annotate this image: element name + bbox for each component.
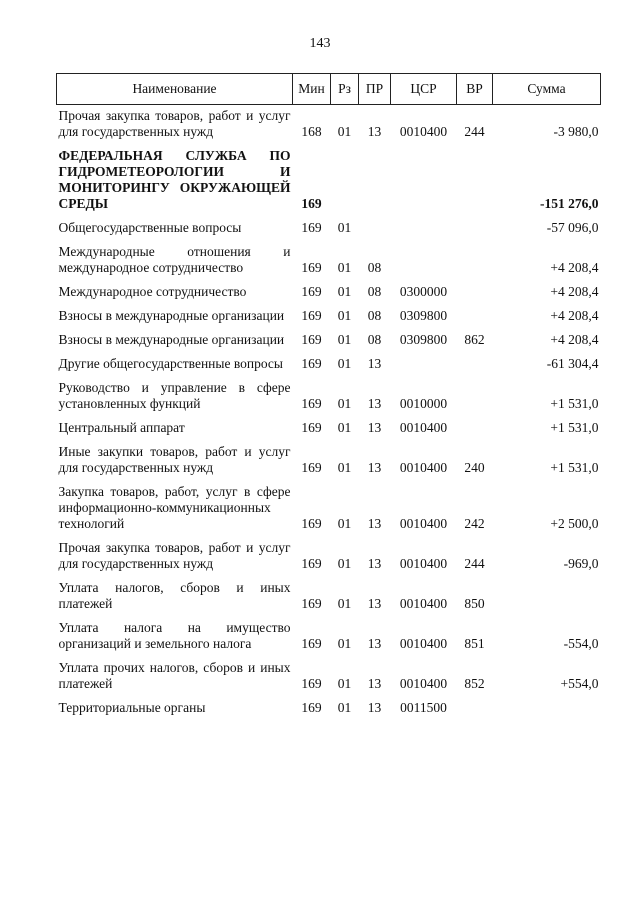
- row-rz: 01: [337, 516, 352, 531]
- row-name: Закупка товаров, работ, услуг в сфере информационно-коммуникационных технологий: [58, 484, 291, 531]
- row-min: 169: [301, 700, 322, 715]
- row-name: Взносы в международные организации: [58, 332, 285, 347]
- row-csr: 0010000: [399, 396, 448, 411]
- row-csr: [391, 145, 457, 217]
- table-row: [57, 537, 601, 577]
- header-rz: Рз: [331, 74, 359, 105]
- header-vr: ВР: [457, 74, 493, 105]
- row-min: 168: [301, 124, 322, 139]
- row-pr: 08: [367, 260, 382, 275]
- table-row: [57, 441, 601, 481]
- row-name: Взносы в международные организации: [58, 308, 285, 323]
- row-pr: 13: [367, 516, 382, 531]
- row-min: 169: [301, 356, 322, 371]
- row-rz: [331, 145, 359, 217]
- table-row: [57, 241, 601, 281]
- table-row: [57, 305, 601, 329]
- row-sum: -61 304,4: [546, 356, 599, 371]
- row-pr: [359, 145, 391, 217]
- table-row: [57, 577, 601, 617]
- row-vr: [457, 145, 493, 217]
- row-pr: 13: [367, 396, 382, 411]
- table-row: [57, 657, 601, 697]
- row-pr: 13: [367, 420, 382, 435]
- table-row: [57, 281, 601, 305]
- row-sum: -151 276,0: [540, 196, 599, 211]
- row-name: Уплата налогов, сборов и иных платежей: [58, 580, 291, 611]
- row-min: 169: [301, 196, 322, 211]
- row-sum: -57 096,0: [546, 220, 599, 235]
- row-name: Центральный аппарат: [58, 420, 185, 435]
- row-vr: [457, 377, 493, 417]
- row-min: 169: [301, 676, 322, 691]
- row-name: Уплата прочих налогов, сборов и иных платежей: [58, 660, 291, 691]
- row-csr: 0010400: [399, 460, 448, 475]
- row-sum: +4 208,4: [550, 308, 599, 323]
- row-vr: [457, 417, 493, 441]
- row-sum: +1 531,0: [550, 396, 599, 411]
- row-name: Международное сотрудничество: [58, 284, 247, 299]
- row-csr: 0010400: [399, 124, 448, 139]
- header-csr: ЦСР: [391, 74, 457, 105]
- row-sum: +554,0: [560, 676, 599, 691]
- row-rz: 01: [337, 460, 352, 475]
- page-number: 143: [309, 36, 331, 51]
- row-pr: 13: [367, 460, 382, 475]
- row-min: 169: [301, 308, 322, 323]
- row-rz: 01: [337, 220, 352, 235]
- budget-table: [56, 73, 601, 721]
- row-vr: 244: [464, 124, 485, 139]
- row-rz: 01: [337, 284, 352, 299]
- row-sum: +4 208,4: [550, 332, 599, 347]
- row-rz: 01: [337, 308, 352, 323]
- row-pr: 13: [367, 124, 382, 139]
- row-name: Иные закупки товаров, работ и услуг для государственных нужд: [58, 444, 291, 475]
- row-csr: 0309800: [399, 308, 448, 323]
- row-min: 169: [301, 556, 322, 571]
- table-row: [57, 377, 601, 417]
- row-name: Прочая закупка товаров, работ и услуг для государственных нужд: [58, 108, 291, 139]
- row-rz: 01: [337, 676, 352, 691]
- row-min: 169: [301, 596, 322, 611]
- row-csr: 0010400: [399, 420, 448, 435]
- row-name: Другие общегосударственные вопросы: [58, 356, 283, 371]
- row-csr: [391, 241, 457, 281]
- table-row: [57, 329, 601, 353]
- row-sum: [493, 697, 601, 721]
- row-vr: [457, 241, 493, 281]
- row-vr: 852: [464, 676, 485, 691]
- header-pr: ПР: [359, 74, 391, 105]
- table-row: [57, 353, 601, 377]
- row-vr: 862: [464, 332, 485, 347]
- row-pr: 08: [367, 284, 382, 299]
- row-csr: 0010400: [399, 676, 448, 691]
- row-sum: -969,0: [563, 556, 599, 571]
- row-min: 169: [301, 460, 322, 475]
- row-min: 169: [301, 332, 322, 347]
- row-csr: 0010400: [399, 516, 448, 531]
- row-min: 169: [301, 516, 322, 531]
- row-min: 169: [301, 636, 322, 651]
- row-vr: 242: [464, 516, 485, 531]
- row-sum: -554,0: [563, 636, 599, 651]
- table-header-row: [57, 74, 601, 105]
- row-vr: 850: [464, 596, 485, 611]
- row-rz: 01: [337, 596, 352, 611]
- header-name: Наименование: [57, 74, 293, 105]
- row-vr: [457, 217, 493, 241]
- row-pr: 13: [367, 356, 382, 371]
- row-csr: 0010400: [399, 556, 448, 571]
- table-row: [57, 417, 601, 441]
- row-csr: 0011500: [400, 700, 447, 715]
- table-row: [57, 617, 601, 657]
- row-pr: 08: [367, 308, 382, 323]
- row-csr: 0010400: [399, 596, 448, 611]
- header-min: Мин: [293, 74, 331, 105]
- header-sum: Сумма: [493, 74, 601, 105]
- row-vr: [457, 305, 493, 329]
- table-body: [57, 105, 601, 722]
- row-pr: [359, 217, 391, 241]
- row-pr: 08: [367, 332, 382, 347]
- row-vr: [457, 281, 493, 305]
- row-rz: 01: [337, 332, 352, 347]
- row-min: 169: [301, 220, 322, 235]
- row-vr: [457, 353, 493, 377]
- row-sum: +2 500,0: [550, 516, 599, 531]
- row-pr: 13: [367, 596, 382, 611]
- row-name: Территориальные органы: [58, 700, 206, 715]
- row-pr: 13: [367, 676, 382, 691]
- row-min: 169: [301, 420, 322, 435]
- row-rz: 01: [337, 636, 352, 651]
- row-pr: 13: [367, 636, 382, 651]
- row-min: 169: [301, 260, 322, 275]
- row-min: 169: [301, 284, 322, 299]
- row-rz: 01: [337, 124, 352, 139]
- row-name: Уплата налога на имущество организаций и земельного налога: [58, 620, 291, 651]
- row-rz: 01: [337, 700, 352, 715]
- row-csr: 0300000: [399, 284, 448, 299]
- table-row: [57, 697, 601, 721]
- row-name: Прочая закупка товаров, работ и услуг для государственных нужд: [58, 540, 291, 571]
- table-row: [57, 105, 601, 146]
- row-sum: +4 208,4: [550, 260, 599, 275]
- row-sum: +1 531,0: [550, 460, 599, 475]
- row-min: 169: [301, 396, 322, 411]
- row-rz: 01: [337, 556, 352, 571]
- row-csr: [391, 353, 457, 377]
- row-name: Международные отношения и международное сотрудничество: [58, 244, 291, 275]
- row-vr: 851: [464, 636, 485, 651]
- row-sum: +4 208,4: [550, 284, 599, 299]
- row-name: Общегосударственные вопросы: [58, 220, 242, 235]
- row-csr: [391, 217, 457, 241]
- table-row: [57, 481, 601, 537]
- row-rz: 01: [337, 420, 352, 435]
- row-csr: 0309800: [399, 332, 448, 347]
- row-rz: 01: [337, 356, 352, 371]
- row-sum: +1 531,0: [550, 420, 599, 435]
- row-sum: [493, 577, 601, 617]
- row-csr: 0010400: [399, 636, 448, 651]
- row-vr: 240: [464, 460, 485, 475]
- table-row: [57, 145, 601, 217]
- row-pr: 13: [367, 556, 382, 571]
- row-vr: 244: [464, 556, 485, 571]
- row-rz: 01: [337, 260, 352, 275]
- row-name: Руководство и управление в сфере установленных функций: [58, 380, 291, 411]
- row-rz: 01: [337, 396, 352, 411]
- row-vr: [457, 697, 493, 721]
- row-name: ФЕДЕРАЛЬНАЯ СЛУЖБА ПО ГИДРОМЕТЕОРОЛОГИИ И МОНИТОРИНГУ ОКРУЖАЮЩЕЙ СРЕДЫ: [58, 148, 291, 211]
- row-pr: 13: [367, 700, 382, 715]
- row-sum: -3 980,0: [553, 124, 599, 139]
- table-row: [57, 217, 601, 241]
